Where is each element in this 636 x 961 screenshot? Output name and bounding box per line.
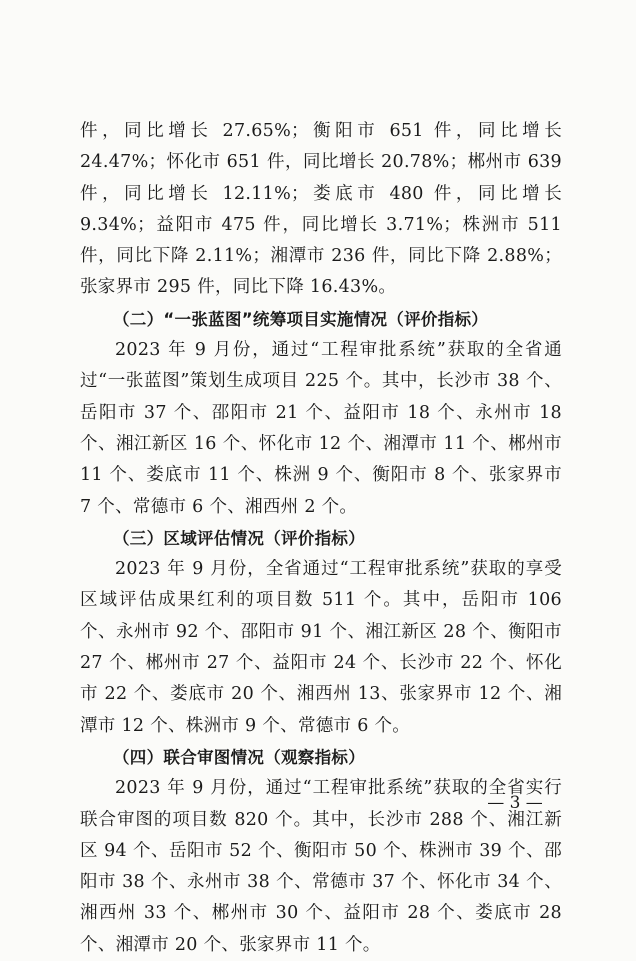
paragraph-regional-assessment: 2023 年 9 月份，全省通过“工程审批系统”获取的享受区域评估成果红利的项目数 511 个。其中，岳阳市 106 个、永州市 92 个、邵阳市 91 个、湘江新区 28 个、衡阳市 27 个、郴州市 27 个、益阳市 24 个、长沙市 22 个、怀化市 22 个、娄底市 20 个、湘西州 13、张家界市 12 个、湘潭市 12 个、株洲市 9 个、常德市 6 个。 bbox=[80, 559, 562, 736]
paragraph-blueprint: 2023 年 9 月份，通过“工程审批系统”获取的全省通过“一张蓝图”策划生成项目 225 个。其中，长沙市 38 个、岳阳市 37 个、邵阳市 21 个、益阳市 18 个、永州市 18 个、湘江新区 16 个、怀化市 12 个、湘潭市 11 个、郴州市 11 个、娄底市 11 个、株洲 9 个、衡阳市 8 个、张家界市 7 个、常德市 6 个、湘西州 2 个。 bbox=[80, 340, 562, 517]
section-heading-joint-review: （四）联合审图情况（观察指标） bbox=[113, 747, 365, 767]
section-heading-regional-assessment: （三）区域评估情况（评价指标） bbox=[113, 528, 365, 548]
paragraph-continued: 件，同比增长 27.65%；衡阳市 651 件，同比增长 24.47%；怀化市 651 件，同比增长 20.78%；郴州市 639 件，同比增长 12.11%；娄底市 480 件，同比增长 9.34%；益阳市 475 件，同比增长 3.71%；株洲市 511 件，同比下降 2.11%；湘潭市 236 件，同比下降 2.88%；张家界市 295 件，同比下降 16.43%。 bbox=[80, 121, 562, 298]
document-body bbox=[80, 116, 562, 961]
paragraph-joint-review: 2023 年 9 月份，通过“工程审批系统”获取的全省实行联合审图的项目数 820 个。其中，长沙市 288 个、湘江新区 94 个、岳阳市 52 个、衡阳市 50 个、株洲市 39 个、邵阳市 38 个、永州市 38 个、常德市 37 个、怀化市 34 个、湘西州 33 个、郴州市 30 个、益阳市 28 个、娄底市 28 个、湘潭市 20 个、张家界市 11 个。 bbox=[80, 778, 562, 955]
page-number: — 3 — bbox=[487, 793, 543, 813]
section-heading-blueprint: （二）“一张蓝图”统筹项目实施情况（评价指标） bbox=[113, 309, 489, 329]
